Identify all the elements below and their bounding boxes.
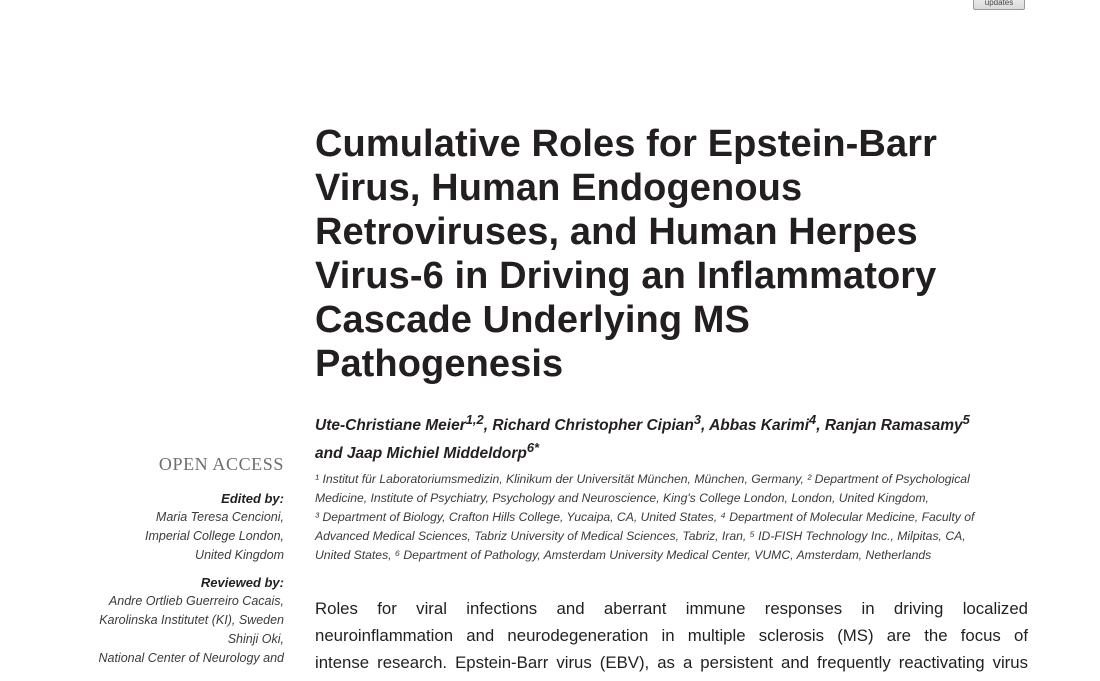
affiliation-ref: 4 (809, 412, 817, 427)
affiliation-ref: 1,2 (465, 412, 484, 427)
author-line (315, 437, 1035, 465)
author-name[interactable]: Richard Christopher Cipian (492, 417, 694, 435)
reviewer-line: Shinji Oki, (227, 632, 284, 646)
author-name[interactable]: Abbas Karimi (709, 417, 809, 435)
abstract-line: neuroinflammation and neurodegeneration in multiple sclerosis (MS) are the focus of (315, 626, 1028, 645)
affiliation-ref: 6* (526, 440, 540, 456)
author-list (315, 409, 1035, 465)
reviewed-by-block (60, 573, 284, 668)
title-line: Retroviruses, and Human Herpes (315, 211, 918, 253)
author-name[interactable]: and Jaap Michiel Middeldorp (315, 445, 527, 463)
editor-line: United Kingdom (195, 548, 284, 562)
affiliation-ref: 5 (962, 412, 970, 427)
affiliations (315, 470, 1035, 565)
author-name[interactable]: Ranjan Ramasamy (824, 417, 963, 435)
title-line: Virus-6 in Driving an Inflammatory (315, 255, 937, 297)
editor-line: Imperial College London, (145, 529, 284, 543)
affiliation-ref: 3 (693, 412, 702, 427)
edited-by-block (60, 489, 284, 565)
article-title (315, 122, 1015, 386)
editor-line: Maria Teresa Cencioni, (155, 510, 284, 524)
affiliation-line: ³ Department of Biology, Crafton Hills College, Yucaipa, CA, United States, ⁴ Department of Molecular Medicine, Faculty of (315, 510, 975, 524)
abstract-line: intense research. Epstein-Barr virus (EBV), as a persistent and frequently reactivating virus (315, 653, 1028, 672)
title-line: Pathogenesis (315, 343, 564, 385)
affiliation-line: Medicine, Institute of Psychiatry, Psychology and Neuroscience, King's College London, London, United Kingdom, (315, 491, 929, 505)
open-access-label: OPEN ACCESS (158, 454, 284, 474)
affiliation-line: Advanced Medical Sciences, Tabriz University of Medical Sciences, Tabriz, Iran, ⁵ ID-FISH Technology Inc., Milpitas, CA, (315, 529, 966, 543)
reviewed-by-heading: Reviewed by: (200, 575, 284, 590)
author-name[interactable]: Ute-Christiane Meier (315, 417, 466, 435)
title-line: Cumulative Roles for Epstein-Barr (315, 123, 937, 165)
title-line: Cascade Underlying MS (315, 299, 750, 341)
author-line: Ute-Christiane Meier$^{1,2}$, Richard Christopher Cipian$^3$, Abbas Karimi$^4$, Ranjan Ramasamy$^5$ (315, 412, 970, 435)
reviewer-line: National Center of Neurology and (98, 651, 284, 665)
check-for-updates-badge[interactable]: updates (973, 0, 1025, 10)
affiliation-line: ¹ Institut für Laboratoriumsmedizin, Klinikum der Universität München, München, Germany, ² Department of Psychological (315, 472, 970, 486)
edited-by-heading: Edited by: (221, 491, 284, 506)
reviewer-line: Andre Ortlieb Guerreiro Cacais, (108, 594, 284, 608)
abstract (315, 595, 1028, 676)
title-line: Virus, Human Endogenous (315, 167, 803, 209)
reviewer-line: Karolinska Institutet (KI), Sweden (99, 613, 284, 627)
abstract-line: Roles for viral infections and aberrant immune responses in driving localized (315, 599, 1028, 618)
sidebar (60, 454, 284, 676)
affiliation-line: United States, ⁶ Department of Pathology, Amsterdam University Medical Center, VUMC, Amsterdam, Netherlands (315, 548, 932, 562)
